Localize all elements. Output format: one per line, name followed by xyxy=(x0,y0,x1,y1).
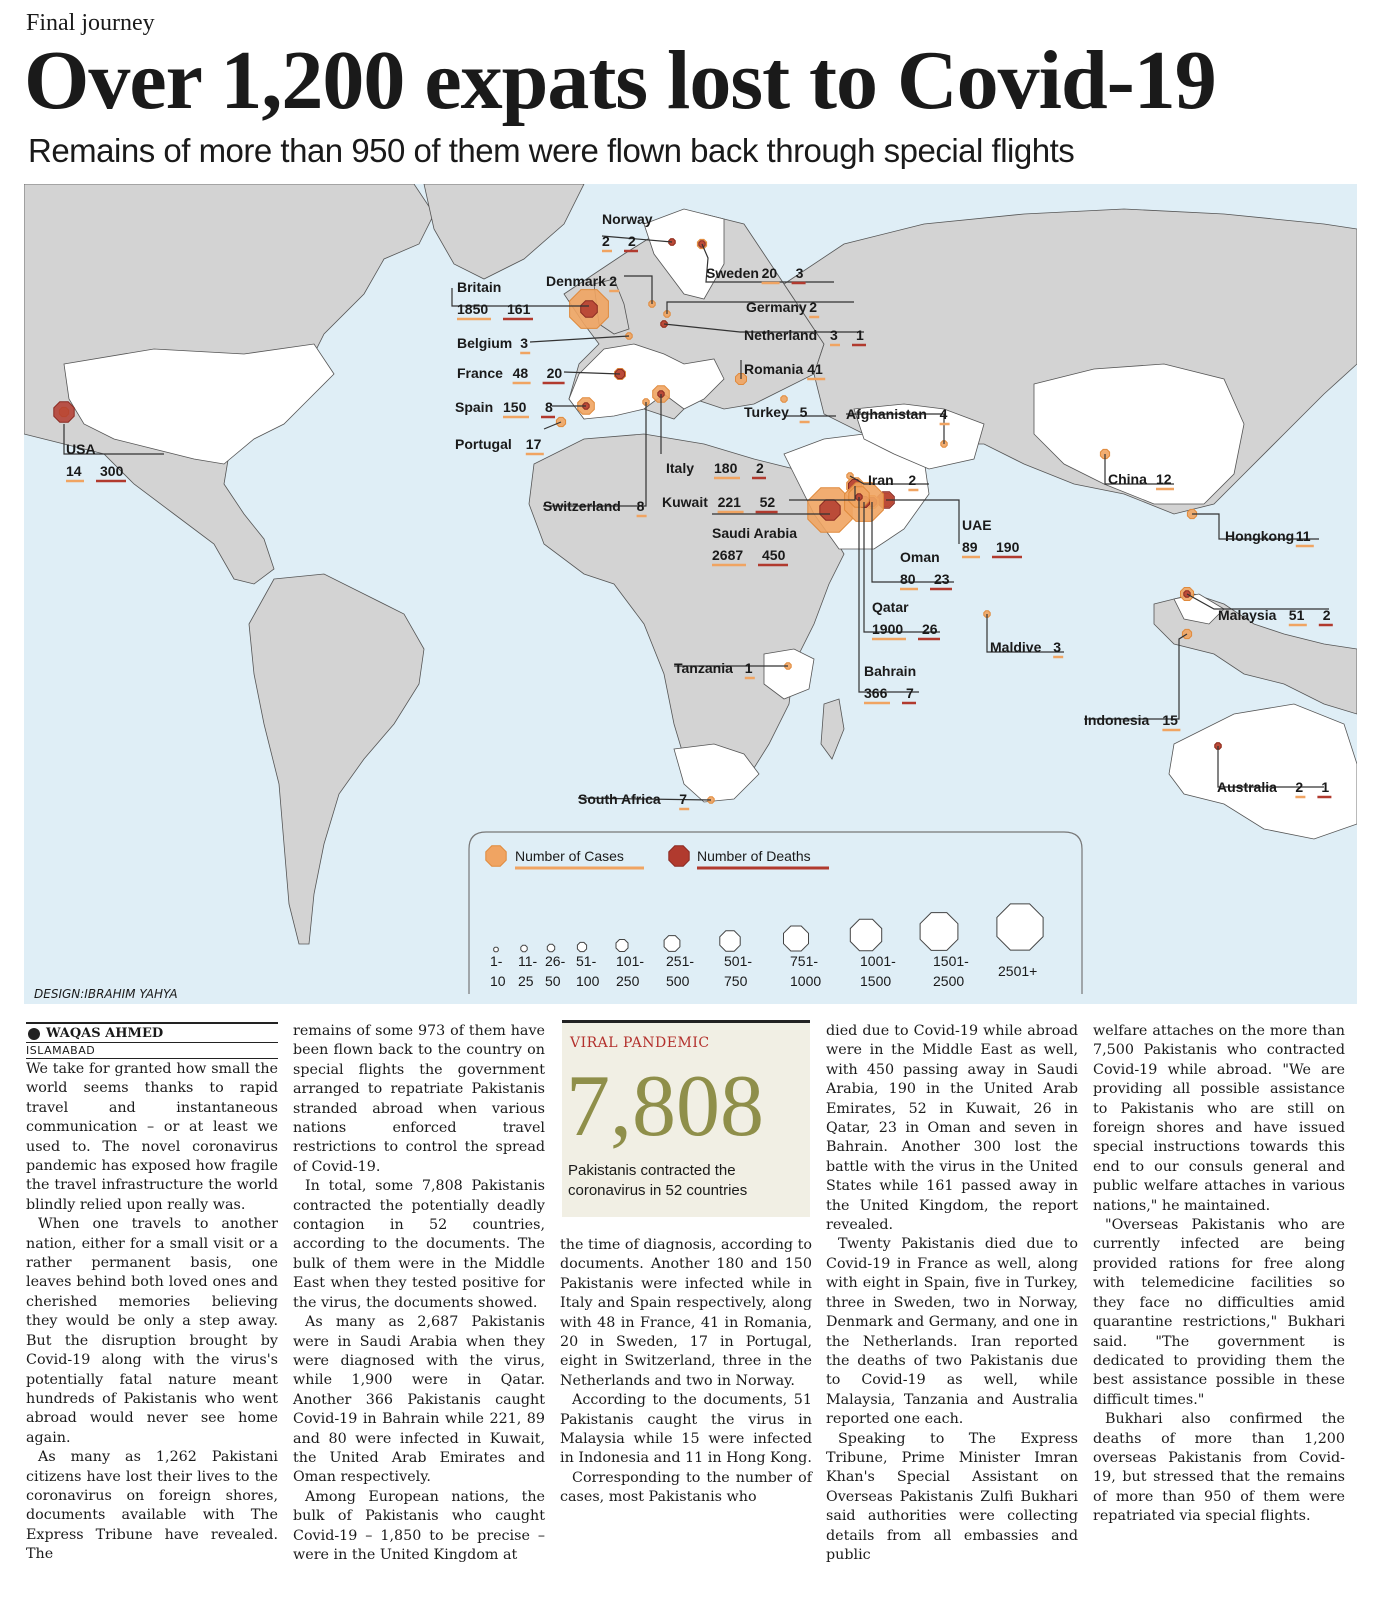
australia-label: Australia xyxy=(1217,779,1277,795)
britain-label: Britain xyxy=(457,279,502,295)
scale-symbol-10 xyxy=(997,904,1043,950)
paragraph: Bukhari also confirmed the deaths of more than 1,200 overseas Pakistanis from Covid-19, but stressed that the remains of more than 950 of them were repatriated via special flights. xyxy=(1093,1411,1345,1525)
usa-deaths-bubble xyxy=(54,402,74,422)
spain-deaths-value: 8 xyxy=(545,399,553,415)
scale-label-top-5: 251- xyxy=(666,953,695,969)
australia-deaths-value: 1 xyxy=(1321,779,1330,795)
paragraph: When one travels to another nation, either for a small visit or a rather permanent basis, one leaves behind both loved ones and cherished memories believing they would be only a step away. But the disruption brought by Covid-19 along with the virus's potentially fatal nature meant hundreds of Pakistanis who went abroad would never see home again. xyxy=(26,1216,278,1446)
scale-label-top-6: 501- xyxy=(724,953,753,969)
scale-label-bottom-2: 50 xyxy=(545,973,561,989)
britain-cases-value: 1850 xyxy=(457,301,489,317)
scale-symbol-9 xyxy=(920,913,958,951)
article-column-3 xyxy=(560,1236,812,1508)
legend-deaths-label: Number of Deaths xyxy=(697,848,811,864)
belgium-cases-value: 3 xyxy=(520,335,528,351)
paragraph: According to the documents, 51 Pakistanis caught the virus in Malaysia while 15 were infected in Indonesia and 11 in Hong Kong. xyxy=(560,1392,812,1467)
scale-label-top-8: 1001- xyxy=(860,953,896,969)
scale-label-top-2: 26- xyxy=(545,953,566,969)
bahrain-deaths-value: 7 xyxy=(906,685,914,701)
scale-label-top-7: 751- xyxy=(790,953,819,969)
scale-label-top-3: 51- xyxy=(576,953,597,969)
turkey-label: Turkey xyxy=(744,404,789,420)
oman-deaths-value: 23 xyxy=(934,571,950,587)
maldive-label: Maldive xyxy=(990,639,1042,655)
paragraph: welfare attaches on the more than 7,500 Pakistanis who contracted Covid-19 while abroad. "We are providing all possible assistance to Pakistanis who are still on foreign shores and have issued special instructions towards this end to our consuls general and public welfare attaches in various nations," he maintained. xyxy=(1093,1023,1345,1214)
bahrain-cases-value: 366 xyxy=(864,685,888,701)
tanzania-label: Tanzania xyxy=(674,660,733,676)
netherland-deaths-value: 1 xyxy=(856,327,864,343)
scale-label-bottom-9: 2500 xyxy=(933,973,965,989)
portugal-cases-value: 17 xyxy=(525,436,542,452)
scale-symbol-8 xyxy=(850,919,881,950)
byline-name: WAQAS AHMED xyxy=(46,1026,164,1041)
scale-symbol-3 xyxy=(577,942,586,951)
netherland-cases-value: 3 xyxy=(830,327,838,343)
scale-symbol-2 xyxy=(547,944,554,951)
scale-symbol-5 xyxy=(664,936,680,952)
scale-label-top-0: 1- xyxy=(490,953,503,969)
scale-label-bottom-8: 1500 xyxy=(860,973,892,989)
scale-symbol-7 xyxy=(784,926,809,951)
iran-cases-value: 2 xyxy=(908,472,917,488)
oman-cases-value: 80 xyxy=(900,571,916,587)
kuwait-cases-value: 221 xyxy=(717,494,741,510)
britain-deaths-value: 161 xyxy=(507,301,531,317)
fact-box-text: Pakistanis contracted the coronavirus in 52 countries xyxy=(568,1162,748,1199)
hongkong-label: Hongkong xyxy=(1225,528,1295,544)
oman-label: Oman xyxy=(900,549,940,565)
turkey-cases-bubble xyxy=(781,396,787,402)
romania-label: Romania xyxy=(744,361,804,377)
world-map xyxy=(24,184,1357,1004)
article-column-4 xyxy=(826,1022,1078,1565)
malaysia-cases-value: 51 xyxy=(1288,607,1305,623)
uae-deaths-value: 190 xyxy=(996,539,1020,555)
bahrain-label: Bahrain xyxy=(864,663,917,679)
dateline: ISLAMABAD xyxy=(26,1042,278,1058)
malaysia-label: Malaysia xyxy=(1218,607,1277,623)
paragraph: remains of some 973 of them have been flown back to the country on special flights the government arranged to repatriate Pakistanis stranded abroad when various nations enforced travel restrictions to control the spread of Covid-19. xyxy=(293,1023,545,1175)
legend-cases-symbol xyxy=(486,846,506,866)
scale-symbol-4 xyxy=(616,940,628,952)
italy-cases-value: 180 xyxy=(714,460,738,476)
paragraph: Speaking to The Express Tribune, Prime Minister Imran Khan's Special Assistant on Overseas Pakistanis Zulfi Bukhari said authorities were collecting details from all embassies and public xyxy=(826,1430,1078,1563)
denmark-label: Denmark xyxy=(546,273,606,289)
spain-label: Spain xyxy=(455,399,494,415)
scale-label-bottom-4: 250 xyxy=(616,973,640,989)
byline-box xyxy=(26,1022,278,1059)
norway-deaths-value: 2 xyxy=(628,233,636,249)
qatar-cases-value: 1900 xyxy=(872,621,904,637)
britain-deaths-bubble xyxy=(581,301,598,318)
fact-box-label: VIRAL PANDEMIC xyxy=(570,1035,710,1051)
saudi-arabia-deaths-bubble xyxy=(820,500,840,520)
paragraph: Twenty Pakistanis died due to Covid-19 in France as well, along with eight in Spain, five in Turkey, three in Sweden, two in Norway, Denmark and Germany, and one in the Netherlands. Iran reported the deaths of two Pakistanis due to Covid-19 as well, while Malaysia, Tanzania and Australia reported one each. xyxy=(826,1236,1078,1428)
scale-label-bottom-7: 1000 xyxy=(790,973,822,989)
germany-label: Germany xyxy=(746,299,807,315)
france-cases-value: 48 xyxy=(512,365,529,381)
sweden-cases-value: 20 xyxy=(761,265,778,281)
scale-label-top-10: 2501+ xyxy=(998,963,1038,979)
qatar-deaths-value: 26 xyxy=(922,621,938,637)
maldive-cases-value: 3 xyxy=(1053,639,1061,655)
design-credit: DESIGN:IBRAHIM YAHYA xyxy=(34,987,178,1001)
tanzania-cases-value: 1 xyxy=(744,660,753,676)
usa-deaths-value: 300 xyxy=(100,463,124,479)
scale-label-top-4: 101- xyxy=(616,953,645,969)
scale-label-top-1: 11- xyxy=(518,953,538,969)
scale-symbol-0 xyxy=(494,947,499,952)
scale-label-bottom-5: 500 xyxy=(666,973,690,989)
paragraph: Corresponding to the number of cases, most Pakistanis who xyxy=(560,1469,812,1506)
romania-cases-value: 41 xyxy=(807,361,823,377)
belgium-label: Belgium xyxy=(457,335,513,351)
iran-label: Iran xyxy=(868,472,894,488)
paragraph: the time of diagnosis, according to documents. Another 180 and 150 Pakistanis were infected while in Italy and Spain respectively, along with 48 in France, 41 in Romania, 20 in Sweden, 17 in Portugal, eight in Switzerland, three in the Netherlands and two in Norway. xyxy=(560,1237,812,1389)
saudi-arabia-cases-value: 2687 xyxy=(712,547,744,563)
legend-deaths-symbol xyxy=(669,846,689,866)
sweden-label: Sweden xyxy=(706,265,759,281)
byline xyxy=(26,1024,278,1042)
saudi-arabia-deaths-value: 450 xyxy=(762,547,786,563)
saudi-arabia-label: Saudi Arabia xyxy=(712,525,798,541)
south-africa-cases-value: 7 xyxy=(679,791,687,807)
scale-label-top-9: 1501- xyxy=(933,953,969,969)
south-africa-label: South Africa xyxy=(578,791,661,807)
scale-symbol-6 xyxy=(720,931,740,951)
scale-label-bottom-6: 750 xyxy=(724,973,748,989)
hongkong-cases-value: 11 xyxy=(1295,528,1311,544)
portugal-label: Portugal xyxy=(455,436,512,452)
usa-label: USA xyxy=(66,441,96,457)
indonesia-label: Indonesia xyxy=(1084,712,1150,728)
italy-label: Italy xyxy=(666,460,695,476)
scale-label-bottom-3: 100 xyxy=(576,973,600,989)
paragraph: In total, some 7,808 Pakistanis contracted the potentially deadly contagion in 52 countries, according to the documents. The bulk of them were in the Middle East when they tested positive for the virus, the documents showed. xyxy=(293,1178,545,1311)
scale-symbol-1 xyxy=(521,945,527,951)
article-column-2 xyxy=(293,1022,545,1565)
qatar-label: Qatar xyxy=(872,599,909,615)
sweden-deaths-value: 3 xyxy=(795,265,804,281)
france-label: France xyxy=(457,365,503,381)
uae-label: UAE xyxy=(962,517,992,533)
afghanistan-label: Afghanistan xyxy=(846,406,927,422)
indonesia-cases-value: 15 xyxy=(1162,712,1178,728)
scale-label-bottom-1: 25 xyxy=(518,973,534,989)
legend-cases-label: Number of Cases xyxy=(515,848,624,864)
paragraph: Among European nations, the bulk of Pakistanis who caught Covid-19 – 1,850 to be precise – were in the United Kingdom at xyxy=(293,1488,545,1563)
china-cases-value: 12 xyxy=(1156,471,1172,487)
turkey-cases-value: 5 xyxy=(799,404,808,420)
malaysia-deaths-value: 2 xyxy=(1322,607,1331,623)
paragraph: "Overseas Pakistanis who are currently infected are being provided rations for free along with telemedicine facilities so they face no difficulties amid quarantine restrictions," Bukhari said. "The government is dedicated to providing them the best assistance possible in these difficult times." xyxy=(1093,1217,1345,1408)
usa-cases-value: 14 xyxy=(66,463,82,479)
kicker: Final journey xyxy=(26,10,155,36)
switzerland-label: Switzerland xyxy=(543,498,621,514)
paragraph: We take for granted how small the world seems thanks to rapid travel and instantaneous communication – or at least we used to. The novel coronavirus pandemic has exposed how fragile the travel infrastructure the world blindly relied upon really was. xyxy=(26,1061,278,1213)
paragraph: As many as 1,262 Pakistani citizens have lost their lives to the coronavirus on foreign shores, documents available with The Express Tribune have revealed. The xyxy=(26,1449,278,1563)
uae-cases-value: 89 xyxy=(962,539,978,555)
subheadline: Remains of more than 950 of them were flown back through special flights xyxy=(28,132,1075,169)
italy-deaths-value: 2 xyxy=(756,460,764,476)
switzerland-cases-value: 8 xyxy=(636,498,645,514)
headline: Over 1,200 expats lost to Covid-19 xyxy=(24,34,1216,127)
paragraph: died due to Covid-19 while abroad were in the Middle East as well, with 450 passing away in Saudi Arabia, 190 in the United Arab Emirates, 52 in Kuwait, 26 in Qatar, 23 in Oman and seven in Bahrain. Another 300 lost the battle with the virus in the United States while 161 passed away in the United Kingdom, the report revealed. xyxy=(826,1023,1078,1234)
kuwait-label: Kuwait xyxy=(662,494,708,510)
author-icon xyxy=(28,1028,40,1040)
fact-box xyxy=(562,1020,810,1217)
norway-label: Norway xyxy=(602,211,653,227)
fact-box-number: 7,808 xyxy=(566,1058,764,1155)
denmark-cases-value: 2 xyxy=(609,273,617,289)
article-column-1 xyxy=(26,1060,278,1565)
article-column-5 xyxy=(1093,1022,1345,1527)
paragraph: As many as 2,687 Pakistanis were in Saudi Arabia when they were diagnosed with the virus, while 1,900 were in Qatar. Another 366 Pakistanis caught Covid-19 in Bahrain while 221, 89 and 80 were infected in Kuwait, the United Arab Emirates and Oman respectively. xyxy=(293,1314,545,1486)
norway-cases-value: 2 xyxy=(602,233,610,249)
afghanistan-cases-value: 4 xyxy=(939,406,948,422)
spain-cases-value: 150 xyxy=(503,399,527,415)
netherland-label: Netherland xyxy=(744,327,818,343)
china-label: China xyxy=(1108,471,1147,487)
scale-label-bottom-0: 10 xyxy=(490,973,506,989)
france-deaths-value: 20 xyxy=(546,365,563,381)
australia-cases-value: 2 xyxy=(1295,779,1304,795)
kuwait-deaths-value: 52 xyxy=(759,494,776,510)
germany-cases-value: 2 xyxy=(809,299,817,315)
